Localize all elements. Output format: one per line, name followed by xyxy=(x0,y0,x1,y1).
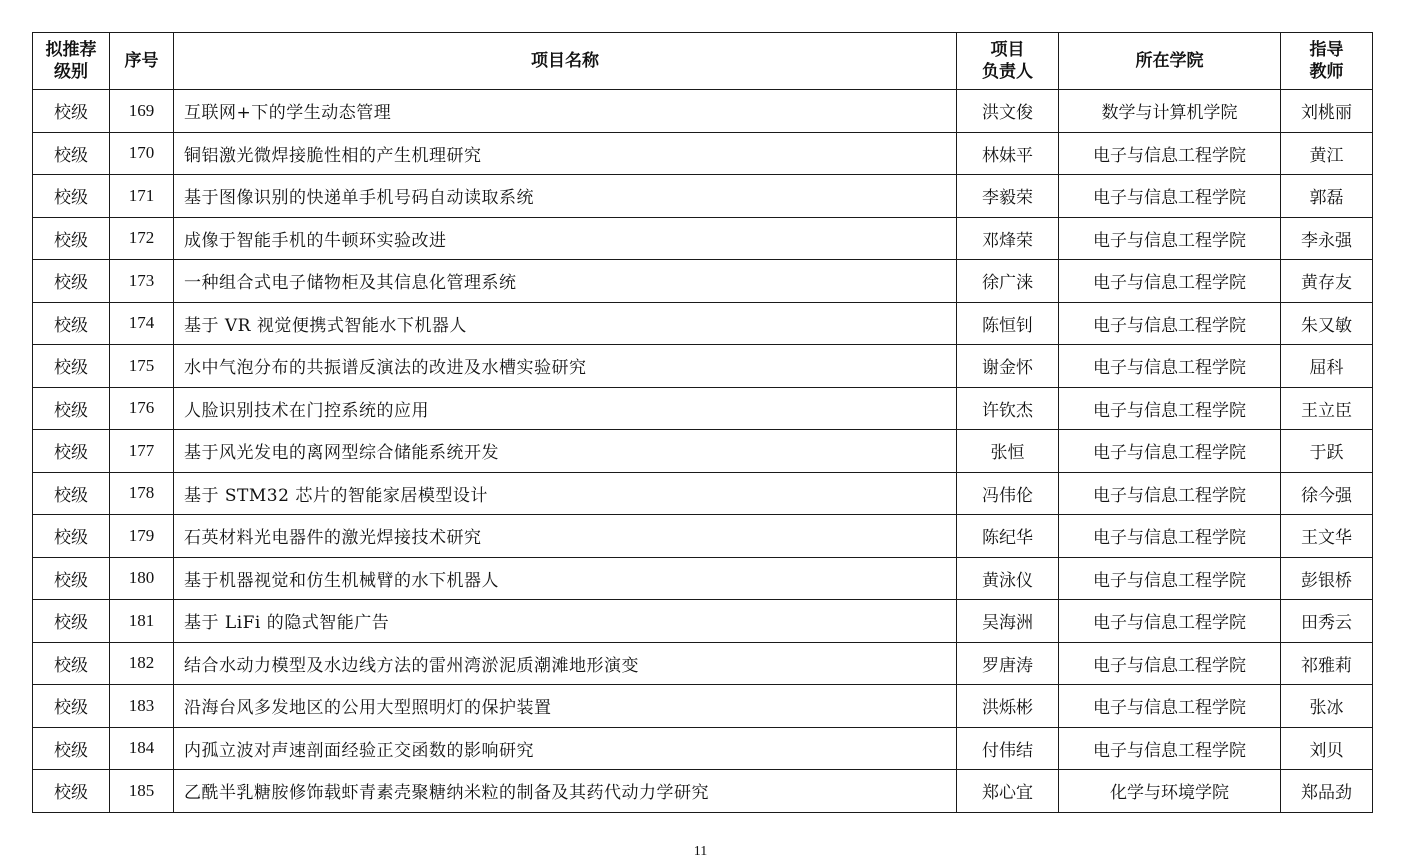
cell-leader: 陈纪华 xyxy=(957,515,1059,558)
cell-project-name: 一种组合式电子储物柜及其信息化管理系统 xyxy=(174,260,957,303)
cell-college: 电子与信息工程学院 xyxy=(1059,557,1281,600)
cell-advisor: 王文华 xyxy=(1281,515,1373,558)
project-table xyxy=(32,32,1373,813)
table-row xyxy=(33,345,1373,388)
project-table-container xyxy=(32,32,1372,813)
cell-project-name: 基于图像识别的快递单手机号码自动读取系统 xyxy=(174,175,957,218)
cell-advisor: 刘桃丽 xyxy=(1281,90,1373,133)
cell-advisor: 彭银桥 xyxy=(1281,557,1373,600)
table-row xyxy=(33,217,1373,260)
cell-advisor: 于跃 xyxy=(1281,430,1373,473)
cell-seq: 170 xyxy=(110,132,174,175)
cell-college: 电子与信息工程学院 xyxy=(1059,345,1281,388)
cell-leader: 罗唐涛 xyxy=(957,642,1059,685)
table-row xyxy=(33,302,1373,345)
cell-college: 电子与信息工程学院 xyxy=(1059,727,1281,770)
cell-project-name: 基于 STM32 芯片的智能家居模型设计 xyxy=(174,472,957,515)
table-row xyxy=(33,175,1373,218)
cell-seq: 171 xyxy=(110,175,174,218)
cell-project-name: 石英材料光电器件的激光焊接技术研究 xyxy=(174,515,957,558)
table-row xyxy=(33,472,1373,515)
cell-level: 校级 xyxy=(33,260,110,303)
cell-level: 校级 xyxy=(33,345,110,388)
cell-seq: 179 xyxy=(110,515,174,558)
cell-level: 校级 xyxy=(33,387,110,430)
table-row xyxy=(33,642,1373,685)
cell-leader: 谢金怀 xyxy=(957,345,1059,388)
cell-level: 校级 xyxy=(33,515,110,558)
cell-leader: 吴海洲 xyxy=(957,600,1059,643)
cell-project-name: 沿海台风多发地区的公用大型照明灯的保护装置 xyxy=(174,685,957,728)
cell-project-name: 铜铝激光微焊接脆性相的产生机理研究 xyxy=(174,132,957,175)
cell-seq: 176 xyxy=(110,387,174,430)
cell-seq: 175 xyxy=(110,345,174,388)
cell-college: 数学与计算机学院 xyxy=(1059,90,1281,133)
cell-seq: 183 xyxy=(110,685,174,728)
cell-level: 校级 xyxy=(33,90,110,133)
cell-project-name: 乙酰半乳糖胺修饰载虾青素壳聚糖纳米粒的制备及其药代动力学研究 xyxy=(174,770,957,813)
cell-leader: 黄泳仪 xyxy=(957,557,1059,600)
cell-advisor: 祁雅莉 xyxy=(1281,642,1373,685)
header-name: 项目名称 xyxy=(174,33,957,90)
cell-leader: 许钦杰 xyxy=(957,387,1059,430)
cell-project-name: 基于 VR 视觉便携式智能水下机器人 xyxy=(174,302,957,345)
cell-leader: 李毅荣 xyxy=(957,175,1059,218)
cell-leader: 洪烁彬 xyxy=(957,685,1059,728)
cell-seq: 181 xyxy=(110,600,174,643)
table-header-row xyxy=(33,33,1373,90)
header-advisor-line1: 指导 xyxy=(1309,40,1344,60)
cell-project-name: 基于机器视觉和仿生机械臂的水下机器人 xyxy=(174,557,957,600)
cell-advisor: 刘贝 xyxy=(1281,727,1373,770)
table-row xyxy=(33,515,1373,558)
cell-seq: 178 xyxy=(110,472,174,515)
cell-level: 校级 xyxy=(33,770,110,813)
cell-college: 电子与信息工程学院 xyxy=(1059,642,1281,685)
cell-project-name: 结合水动力模型及水边线方法的雷州湾淤泥质潮滩地形演变 xyxy=(174,642,957,685)
cell-level: 校级 xyxy=(33,302,110,345)
header-leader-line2: 负责人 xyxy=(982,62,1033,82)
cell-leader: 冯伟伦 xyxy=(957,472,1059,515)
cell-level: 校级 xyxy=(33,685,110,728)
header-leader xyxy=(957,33,1059,90)
cell-college: 电子与信息工程学院 xyxy=(1059,302,1281,345)
cell-leader: 陈恒钊 xyxy=(957,302,1059,345)
table-row xyxy=(33,260,1373,303)
cell-seq: 184 xyxy=(110,727,174,770)
cell-level: 校级 xyxy=(33,642,110,685)
cell-leader: 付伟结 xyxy=(957,727,1059,770)
cell-college: 电子与信息工程学院 xyxy=(1059,132,1281,175)
cell-seq: 174 xyxy=(110,302,174,345)
cell-level: 校级 xyxy=(33,430,110,473)
table-row xyxy=(33,430,1373,473)
cell-leader: 张恒 xyxy=(957,430,1059,473)
cell-level: 校级 xyxy=(33,557,110,600)
cell-seq: 180 xyxy=(110,557,174,600)
cell-advisor: 朱又敏 xyxy=(1281,302,1373,345)
cell-leader: 郑心宜 xyxy=(957,770,1059,813)
cell-advisor: 李永强 xyxy=(1281,217,1373,260)
cell-seq: 172 xyxy=(110,217,174,260)
cell-college: 电子与信息工程学院 xyxy=(1059,430,1281,473)
cell-advisor: 屈科 xyxy=(1281,345,1373,388)
header-college: 所在学院 xyxy=(1059,33,1281,90)
cell-project-name: 内孤立波对声速剖面经验正交函数的影响研究 xyxy=(174,727,957,770)
table-row xyxy=(33,132,1373,175)
cell-seq: 177 xyxy=(110,430,174,473)
cell-level: 校级 xyxy=(33,175,110,218)
table-row xyxy=(33,770,1373,813)
cell-advisor: 王立臣 xyxy=(1281,387,1373,430)
header-level xyxy=(33,33,110,90)
cell-college: 电子与信息工程学院 xyxy=(1059,472,1281,515)
table-row xyxy=(33,557,1373,600)
cell-college: 电子与信息工程学院 xyxy=(1059,600,1281,643)
cell-leader: 洪文俊 xyxy=(957,90,1059,133)
table-row xyxy=(33,387,1373,430)
cell-project-name: 成像于智能手机的牛顿环实验改进 xyxy=(174,217,957,260)
cell-advisor: 郑品劲 xyxy=(1281,770,1373,813)
table-row xyxy=(33,90,1373,133)
cell-college: 化学与环境学院 xyxy=(1059,770,1281,813)
cell-leader: 邓烽荣 xyxy=(957,217,1059,260)
cell-college: 电子与信息工程学院 xyxy=(1059,515,1281,558)
cell-seq: 182 xyxy=(110,642,174,685)
cell-college: 电子与信息工程学院 xyxy=(1059,175,1281,218)
cell-level: 校级 xyxy=(33,217,110,260)
header-advisor-line2: 教师 xyxy=(1309,62,1344,82)
cell-project-name: 人脸识别技术在门控系统的应用 xyxy=(174,387,957,430)
cell-level: 校级 xyxy=(33,472,110,515)
cell-seq: 169 xyxy=(110,90,174,133)
cell-seq: 173 xyxy=(110,260,174,303)
table-row xyxy=(33,727,1373,770)
header-seq: 序号 xyxy=(110,33,174,90)
cell-college: 电子与信息工程学院 xyxy=(1059,387,1281,430)
cell-level: 校级 xyxy=(33,727,110,770)
cell-project-name: 水中气泡分布的共振谱反演法的改进及水槽实验研究 xyxy=(174,345,957,388)
cell-seq: 185 xyxy=(110,770,174,813)
cell-advisor: 田秀云 xyxy=(1281,600,1373,643)
header-level-line2: 级别 xyxy=(54,62,88,82)
cell-level: 校级 xyxy=(33,132,110,175)
cell-project-name: 基于风光发电的离网型综合储能系统开发 xyxy=(174,430,957,473)
cell-advisor: 徐今强 xyxy=(1281,472,1373,515)
page-number: 11 xyxy=(693,844,708,859)
cell-level: 校级 xyxy=(33,600,110,643)
header-level-line1: 拟推荐 xyxy=(45,40,97,60)
cell-leader: 林妹平 xyxy=(957,132,1059,175)
header-advisor xyxy=(1281,33,1373,90)
cell-advisor: 郭磊 xyxy=(1281,175,1373,218)
cell-project-name: 基于 LiFi 的隐式智能广告 xyxy=(174,600,957,643)
cell-college: 电子与信息工程学院 xyxy=(1059,685,1281,728)
header-leader-line1: 项目 xyxy=(990,40,1025,60)
cell-college: 电子与信息工程学院 xyxy=(1059,260,1281,303)
cell-college: 电子与信息工程学院 xyxy=(1059,217,1281,260)
table-row xyxy=(33,685,1373,728)
cell-project-name: 互联网+下的学生动态管理 xyxy=(174,90,957,133)
cell-advisor: 黄江 xyxy=(1281,132,1373,175)
table-row xyxy=(33,600,1373,643)
cell-leader: 徐广涞 xyxy=(957,260,1059,303)
cell-advisor: 张冰 xyxy=(1281,685,1373,728)
cell-advisor: 黄存友 xyxy=(1281,260,1373,303)
